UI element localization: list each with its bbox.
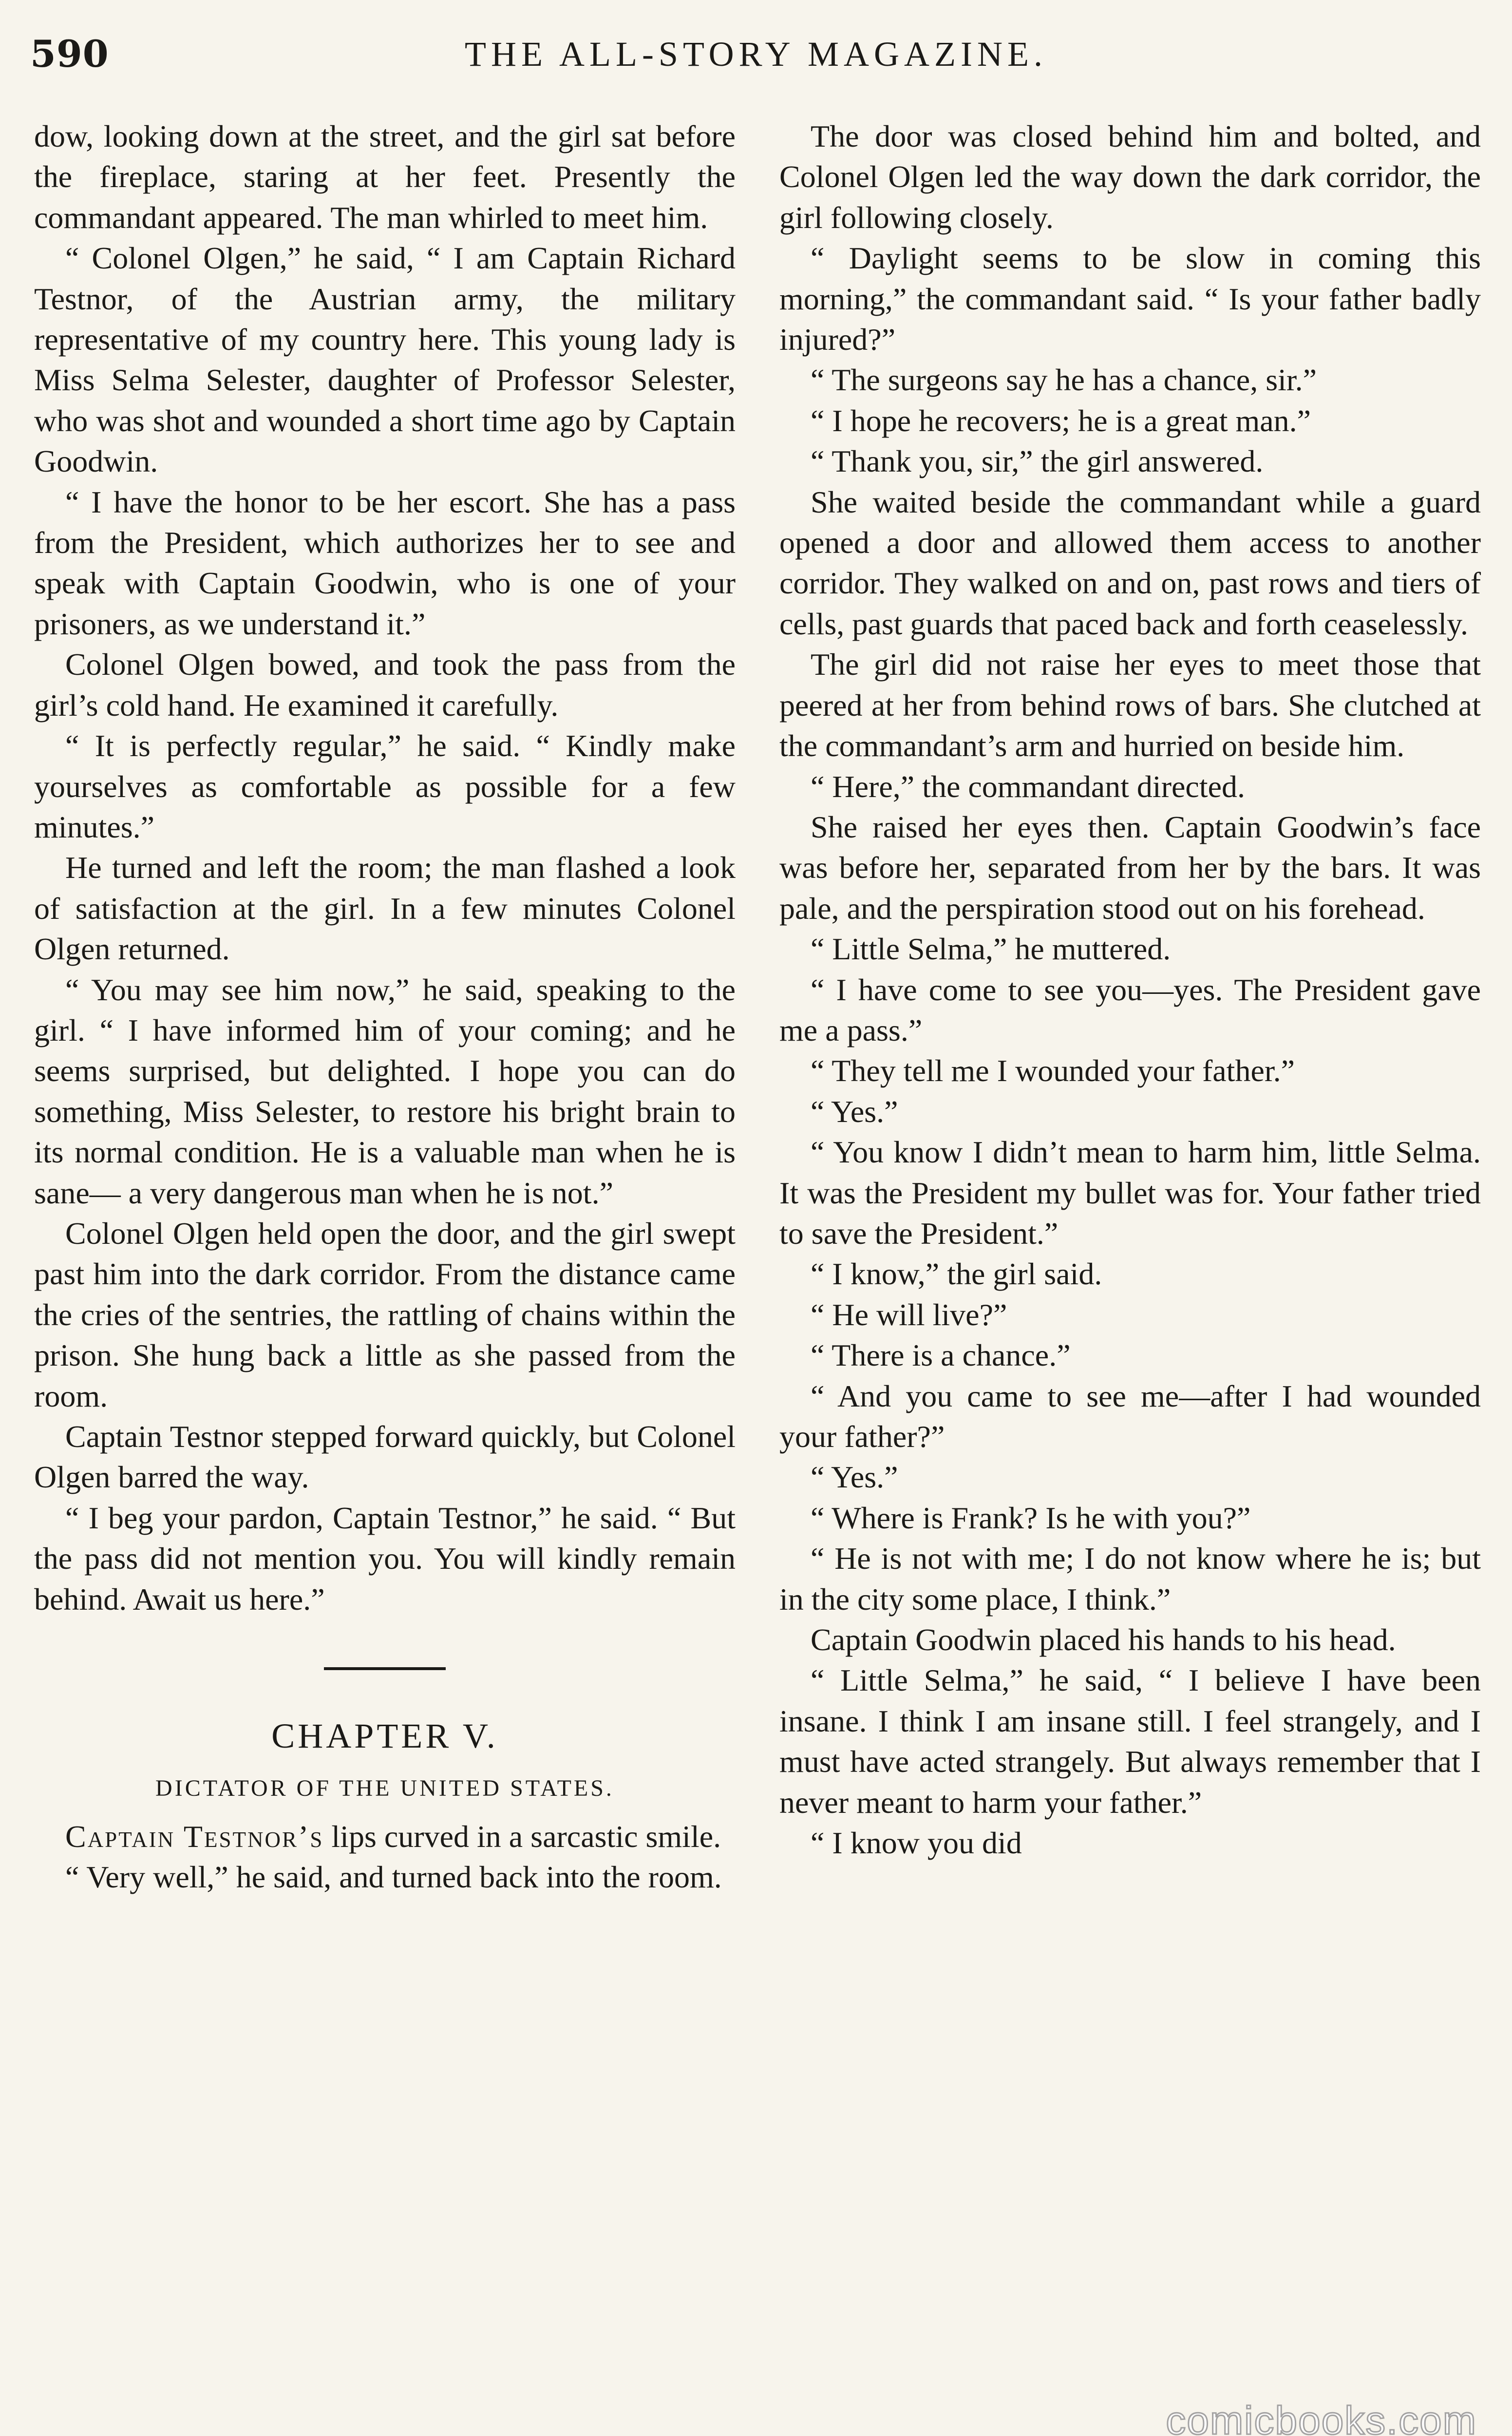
paragraph: “ I hope he recovers; he is a great man.” — [811, 403, 1311, 438]
paragraph: “ It is perfectly regular,” he said. “ Kindly make yourselves as comfortable as possible for a few minutes.” — [34, 728, 736, 844]
paragraph: “ I have the honor to be her escort. She has a pass from the President, which authorizes her to see and speak with Captain Goodwin, who is one of your prisoners, as we understand it.” — [34, 484, 736, 641]
paragraph: “ Here,” the commandant directed. — [811, 769, 1245, 804]
paragraph: The girl did not raise her eyes to meet those that peered at her from behind rows of bars. She clutched at the commandant’s arm and hurried on beside him. — [779, 647, 1481, 763]
paragraph: “ Yes.” — [811, 1094, 898, 1129]
paragraph: He turned and left the room; the man flashed a look of satisfaction at the girl. In a few minutes Colonel Olgen returned. — [34, 850, 736, 967]
paragraph: She waited beside the commandant while a guard opened a door and allowed them access to another corridor. They walked on and on, past rows and tiers of cells, past guards that paced back and forth ceaselessly. — [779, 484, 1481, 641]
opening-rest: lips curved in a sarcastic smile. — [323, 1819, 721, 1854]
watermark: comicbooks.com — [1166, 2398, 1477, 2436]
paragraph: “ The surgeons say he has a chance, sir.” — [811, 362, 1317, 398]
paragraph: “ Colonel Olgen,” he said, “ I am Captain Richard Testnor, of the Austrian army, the military representative of my country here. This young lady is Miss Selma Selester, daughter of Professor Selester, who was shot and wounded a short time ago by Captain Goodwin. — [34, 241, 736, 479]
paragraph: “ Where is Frank? Is he with you?” — [811, 1500, 1251, 1535]
page-header — [30, 27, 1482, 86]
paragraph: “ I beg your pardon, Captain Testnor,” he said. “ But the pass did not mention you. You will kindly remain behind. Await us here.” — [34, 1500, 736, 1617]
paragraph: “ Daylight seems to be slow in coming this morning,” the commandant said. “ Is your father badly injured?” — [779, 241, 1481, 357]
paragraph: “ You know I didn’t mean to harm him, little Selma. It was the President my bullet was for. Your father tried to save the President.” — [779, 1135, 1481, 1251]
paragraph: “ You may see him now,” he said, speaking to the girl. “ I have informed him of your coming; and he seems surprised, but delighted. I hope you can do something, Miss Selester, to restore his bright brain to its normal condition. He is a valuable man when he is sane— a very dangerous man when he is not.” — [34, 972, 736, 1210]
left-column — [34, 116, 736, 1898]
page-number: 590 — [30, 32, 109, 76]
running-title: THE ALL-STORY MAGAZINE. — [465, 35, 1047, 74]
paragraph: “ They tell me I wounded your father.” — [811, 1053, 1295, 1088]
paragraph: Colonel Olgen held open the door, and the girl swept past him into the dark corridor. From the distance came the cries of the sentries, the rattling of chains within the prison. She hung back a little as she passed from the room. — [34, 1216, 736, 1413]
chapter-divider — [324, 1667, 446, 1670]
paragraph: She raised her eyes then. Captain Goodwin’s face was before her, separated from her by the bars. It was pale, and the perspiration stood out on his forehead. — [779, 809, 1481, 926]
paragraph: “ Little Selma,” he said, “ I believe I have been insane. I think I am insane still. I feel strangely, and I must have acted strangely. But always remember that I never meant to harm your father.” — [779, 1663, 1481, 1820]
paragraph: “ He is not with me; I do not know where he is; but in the city some place, I think.” — [779, 1541, 1481, 1617]
paragraph: “ Little Selma,” he muttered. — [811, 932, 1171, 967]
paragraph: “ He will live?” — [811, 1297, 1007, 1332]
paragraph: “ I know,” the girl said. — [811, 1256, 1102, 1292]
paragraph: “ I have come to see you—yes. The President gave me a pass.” — [779, 972, 1481, 1047]
paragraph: “ Very well,” he said, and turned back into the room. — [65, 1860, 722, 1895]
paragraph: Colonel Olgen bowed, and took the pass from the girl’s cold hand. He examined it carefully. — [34, 647, 736, 723]
right-column — [779, 116, 1481, 1863]
paragraph: The door was closed behind him and bolted, and Colonel Olgen led the way down the dark corridor, the girl following closely. — [779, 119, 1481, 235]
chapter-title: CHAPTER V. — [271, 1716, 498, 1756]
paragraph: “ Thank you, sir,” the girl answered. — [811, 444, 1264, 479]
paragraph: “ Yes.” — [811, 1460, 898, 1495]
chapter-opening-paragraph — [34, 1816, 736, 1857]
opening-words: Captain Testnor’s — [65, 1819, 324, 1854]
paragraph: “ I know you did — [811, 1826, 1022, 1861]
paragraph: “ There is a chance.” — [811, 1338, 1071, 1373]
chapter-subtitle: DICTATOR OF THE UNITED STATES. — [155, 1775, 614, 1802]
paragraph: dow, looking down at the street, and the girl sat before the fireplace, staring at her feet. Presently the commandant appeared. The man whirled to meet him. — [34, 119, 736, 235]
paragraph: “ And you came to see me—after I had wounded your father?” — [779, 1378, 1481, 1454]
paragraph: Captain Testnor stepped forward quickly, but Colonel Olgen barred the way. — [34, 1419, 736, 1495]
paragraph: Captain Goodwin placed his hands to his head. — [811, 1622, 1396, 1657]
